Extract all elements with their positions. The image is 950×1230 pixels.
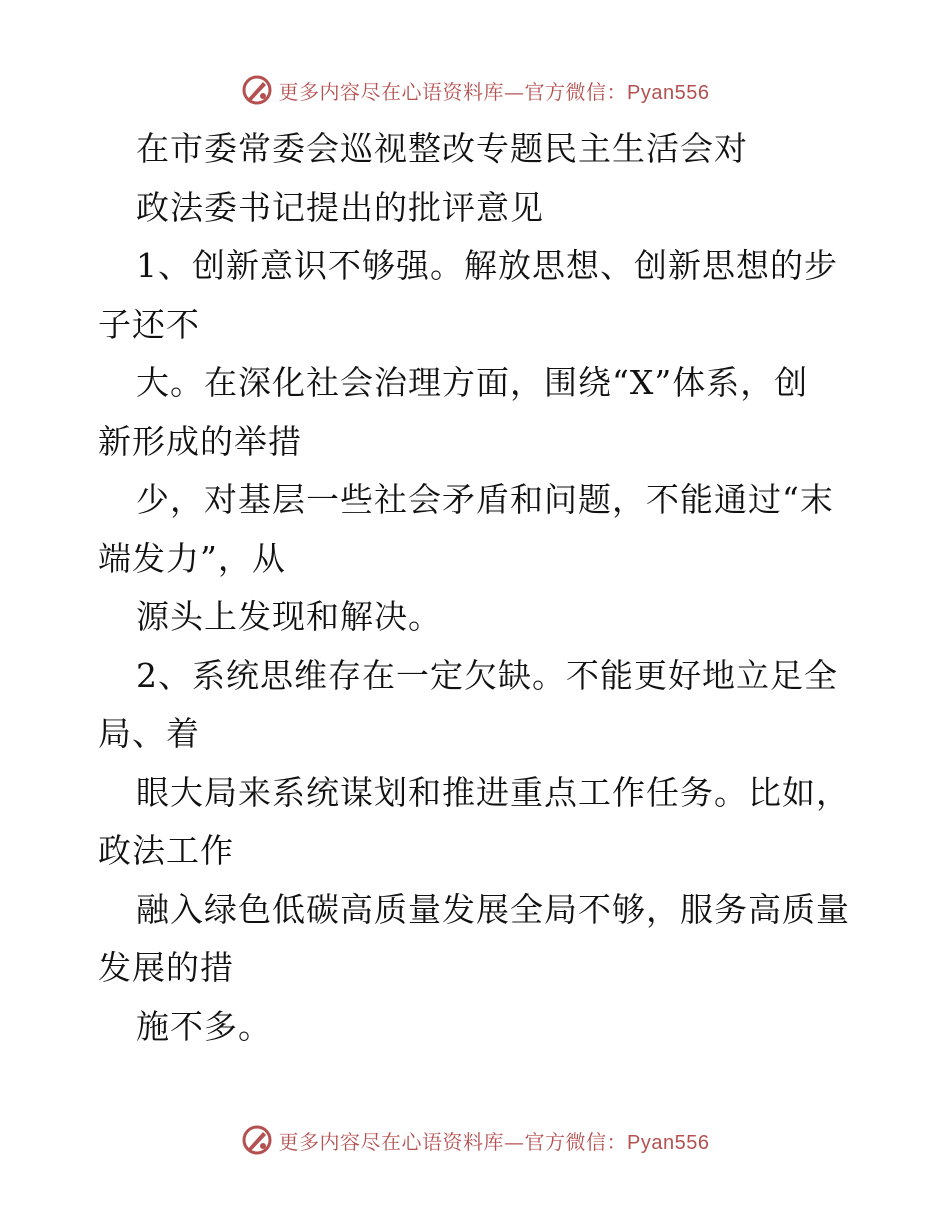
paragraph-line: 端发力”，从 <box>98 538 286 578</box>
paragraph-line: 政法工作 <box>98 831 234 870</box>
footer-banner <box>0 1120 950 1160</box>
paragraph-line: 施不多。 <box>136 1006 272 1046</box>
pen-circle-icon <box>241 74 273 106</box>
header-banner-text: 更多内容尽在心语资料库—官方微信：Pyan556 <box>278 79 710 104</box>
header-wechat-handle: Pyan556 <box>627 81 710 104</box>
paragraph-line: 眼大局来系统谋划和推进重点工作任务。比如， <box>136 772 850 812</box>
document-body <box>98 120 858 1056</box>
paragraph-line: 2、系统思维存在一定欠缺。不能更好地立足全 <box>136 655 838 695</box>
pen-circle-icon <box>241 1124 273 1156</box>
doc-title-line-2: 政法委书记提出的批评意见 <box>136 187 544 227</box>
header-banner <box>0 70 950 110</box>
paragraph-line: 大。在深化社会治理方面，围绕“X”体系，创 <box>136 363 809 402</box>
footer-banner-text: 更多内容尽在心语资料库—官方微信：Pyan556 <box>278 1129 710 1154</box>
paragraph-line: 新形成的举措 <box>98 421 302 461</box>
paragraph-line: 发展的措 <box>98 948 234 987</box>
doc-title-line-1: 在市委常委会巡视整改专题民主生活会对 <box>136 129 748 168</box>
footer-wechat-handle: Pyan556 <box>627 1131 710 1154</box>
paragraph-line: 源头上发现和解决。 <box>136 597 442 636</box>
paragraph-line: 融入绿色低碳高质量发展全局不够，服务高质量 <box>136 889 850 929</box>
paragraph-line: 少，对基层一些社会矛盾和问题，不能通过“末 <box>136 480 834 519</box>
paragraph-line: 子还不 <box>98 304 200 344</box>
paragraph-line: 局、着 <box>98 714 200 753</box>
paragraph-line: 1、创新意识不够强。解放思想、创新思想的步 <box>136 246 838 285</box>
